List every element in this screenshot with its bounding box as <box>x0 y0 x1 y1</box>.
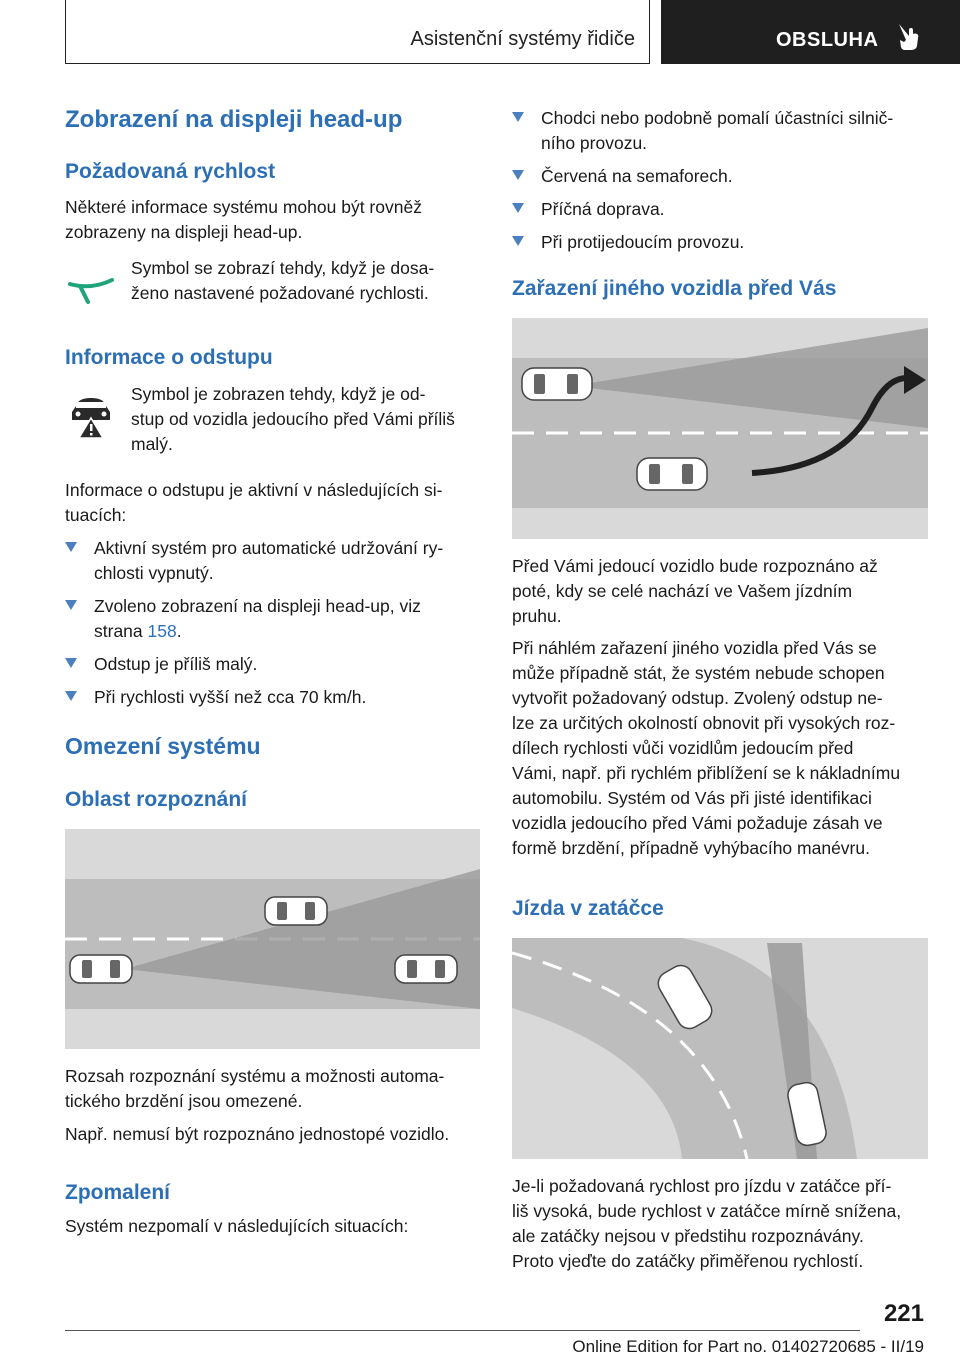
bullet-triangle-icon <box>65 600 77 610</box>
footer-divider <box>65 1330 860 1331</box>
para-slow: Systém nezpomalí v následujících situacích: <box>65 1216 409 1236</box>
detection-range-figure <box>65 829 480 1049</box>
heading-cutin: Zařazení jiného vozidla před Vás <box>512 277 837 300</box>
page-link[interactable]: 158 <box>147 621 177 641</box>
para-cutin2-9: formě brzdění, případně vyhýbacího manévru. <box>512 838 870 858</box>
bullet-triangle-icon <box>65 542 77 552</box>
distance-icon-text-3: malý. <box>131 434 173 454</box>
heading-range: Oblast rozpoznání <box>65 788 248 811</box>
heading-distance: Informace o odstupu <box>65 346 273 369</box>
speed-icon-text-2: ženo nastavené požadované rychlosti. <box>131 283 429 303</box>
distance-icon-text-1: Symbol je zobrazen tehdy, když je od- <box>131 384 426 404</box>
heading-hud: Zobrazení na displeji head-up <box>65 106 403 133</box>
section-title: Asistenční systémy řidiče <box>410 28 635 50</box>
para-cutin2-3: vytvořit požadovaný odstup. Zvolený odstup ne- <box>512 688 883 708</box>
distance-icon-text-2: stup od vozidla jedoucího před Vámi příliš <box>131 409 455 429</box>
speed-icon-text-1: Symbol se zobrazí tehdy, když je dosa- <box>131 258 435 278</box>
cut-in-figure <box>512 318 928 539</box>
page-number: 221 <box>883 1300 924 1327</box>
para-cutin2-8: vozidla jedoucího před Vámi požaduje zásah ve <box>512 813 883 833</box>
bullet-triangle-icon <box>512 170 524 180</box>
bullet-triangle-icon <box>512 112 524 122</box>
para-active-1: Informace o odstupu je aktivní v následujících si- <box>65 480 443 500</box>
para-curve-2: liš vysoká, bude rychlost v zatáčce mírně snížena, <box>512 1201 902 1221</box>
para-cutin1-2: poté, kdy se celé nachází ve Vašem jízdním <box>512 581 853 601</box>
set-speed-icon <box>66 262 116 308</box>
para-example: Např. nemusí být rozpoznáno jednostopé vozidlo. <box>65 1124 450 1144</box>
heading-limits: Omezení systému <box>65 733 261 759</box>
pointing-hand-icon <box>896 22 922 52</box>
chapter-label: OBSLUHA <box>776 29 879 51</box>
edition-note: Online Edition for Part no. 01402720685 - II/19 <box>572 1337 924 1356</box>
curve-figure <box>512 938 928 1159</box>
para-cutin2-2: může případně stát, že systém nebude schopen <box>512 663 885 683</box>
para-cutin2-4: lze za určitých okolností obnovit při vysokých roz- <box>512 713 896 733</box>
chapter-tab[interactable] <box>661 0 960 64</box>
para-speed-1: Některé informace systému mohou být rovněž <box>65 197 422 217</box>
para-cutin2-1: Při náhlém zařazení jiného vozidla před Vás se <box>512 638 877 658</box>
distance-warning-icon <box>66 392 116 440</box>
header-section-box <box>65 0 650 64</box>
bullet-triangle-icon <box>65 691 77 701</box>
para-curve-1: Je-li požadovaná rychlost pro jízdu v zatáčce pří- <box>512 1176 892 1196</box>
bullet-triangle-icon <box>65 658 77 668</box>
para-active-2: tuacích: <box>65 505 127 525</box>
para-curve-3: ale zatáčky nejsou v předstihu rozpoznávány. <box>512 1226 864 1246</box>
para-cutin1-3: pruhu. <box>512 606 562 626</box>
heading-slow: Zpomalení <box>65 1181 171 1204</box>
para-range-2: tického brzdění jsou omezené. <box>65 1091 303 1111</box>
bullet-triangle-icon <box>512 236 524 246</box>
para-cutin2-5: dílech rychlosti vůči vozidlům jedoucím před <box>512 738 854 758</box>
heading-speed: Požadovaná rychlost <box>65 160 276 183</box>
bullet-triangle-icon <box>512 203 524 213</box>
para-cutin2-6: Vámi, např. při rychlém přiblížení se k nákladnímu <box>512 763 901 783</box>
para-cutin1-1: Před Vámi jedoucí vozidlo bude rozpoznáno až <box>512 556 878 576</box>
heading-curve: Jízda v zatáčce <box>512 897 664 920</box>
para-curve-4: Proto vjeďte do zatáčky přiměřenou rychlostí. <box>512 1251 864 1271</box>
para-cutin2-7: automobilu. Systém od Vás při jisté identifikaci <box>512 788 872 808</box>
para-range-1: Rozsah rozpoznání systému a možnosti automa- <box>65 1066 445 1086</box>
para-speed-2: zobrazeny na displeji head-up. <box>65 222 303 242</box>
